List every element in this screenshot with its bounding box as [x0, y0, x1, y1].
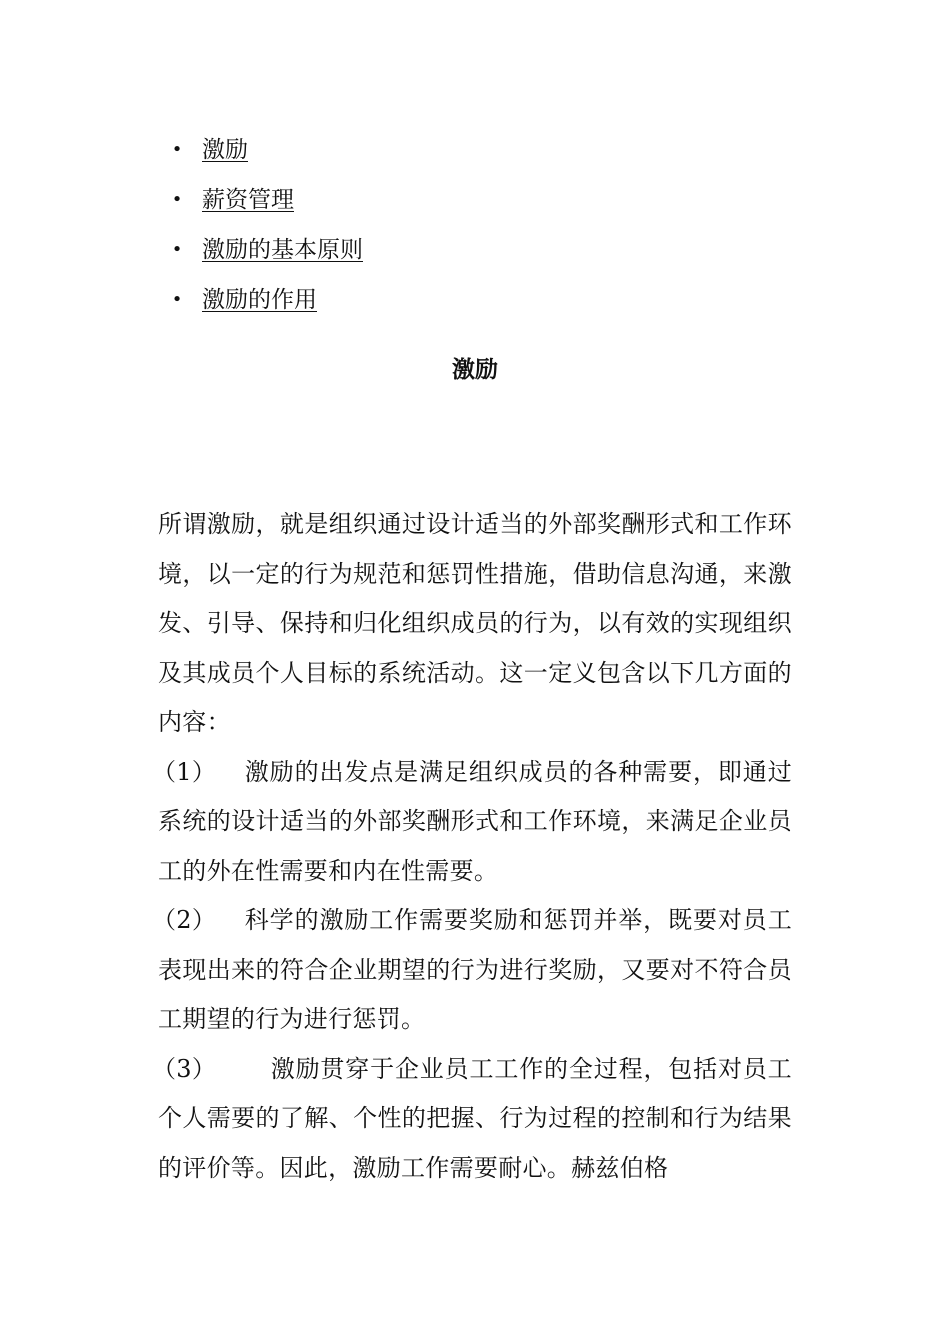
- toc-item: [0, 178, 950, 228]
- point-number: （1）: [152, 757, 217, 786]
- point-paragraph-2: [152, 896, 792, 1045]
- bullet-icon: •: [171, 289, 183, 310]
- bullet-icon: •: [171, 189, 183, 210]
- toc-link-incentive[interactable]: 激励: [202, 137, 248, 163]
- point-number: （2）: [152, 906, 217, 934]
- toc-link-role-of-incentive[interactable]: 激励的作用: [202, 287, 317, 313]
- toc-item: [0, 278, 950, 328]
- bullet-icon: •: [171, 239, 183, 260]
- point-text: 激励的出发点是满足组织成员的各种需要，即通过系统的设计适当的外部奖酬形式和工作环境，来满足企业员工的外在性需要和内在性需要。: [158, 757, 792, 885]
- point-number: （3）: [152, 1054, 217, 1083]
- toc-item: [0, 128, 950, 178]
- bullet-icon: •: [171, 139, 183, 160]
- intro-paragraph: 所谓激励，就是组织通过设计适当的外部奖酬形式和工作环境，以一定的行为规范和惩罚性措施，借助信息沟通，来激发、引导、保持和归化组织成员的行为，以有效的实现组织及其成员个人目标的系统活动。这一定义包含以下几方面的内容：: [158, 510, 792, 736]
- point-paragraph-3: [152, 1045, 792, 1194]
- point-paragraph-1: [152, 748, 792, 897]
- document-body: [152, 500, 792, 1193]
- toc-link-basic-principles[interactable]: 激励的基本原则: [202, 237, 363, 263]
- toc-link-salary-management[interactable]: 薪资管理: [202, 187, 294, 213]
- toc-item: [0, 228, 950, 278]
- point-text: 科学的激励工作需要奖励和惩罚并举，既要对员工表现出来的符合企业期望的行为进行奖励，又要对不符合员工期望的行为进行惩罚。: [158, 906, 792, 1033]
- point-text: 激励贯穿于企业员工工作的全过程，包括对员工个人需要的了解、个性的把握、行为过程的控制和行为结果的评价等。因此，激励工作需要耐心。赫兹伯格: [158, 1054, 792, 1182]
- table-of-contents: [0, 128, 950, 328]
- section-title: 激励: [452, 356, 498, 383]
